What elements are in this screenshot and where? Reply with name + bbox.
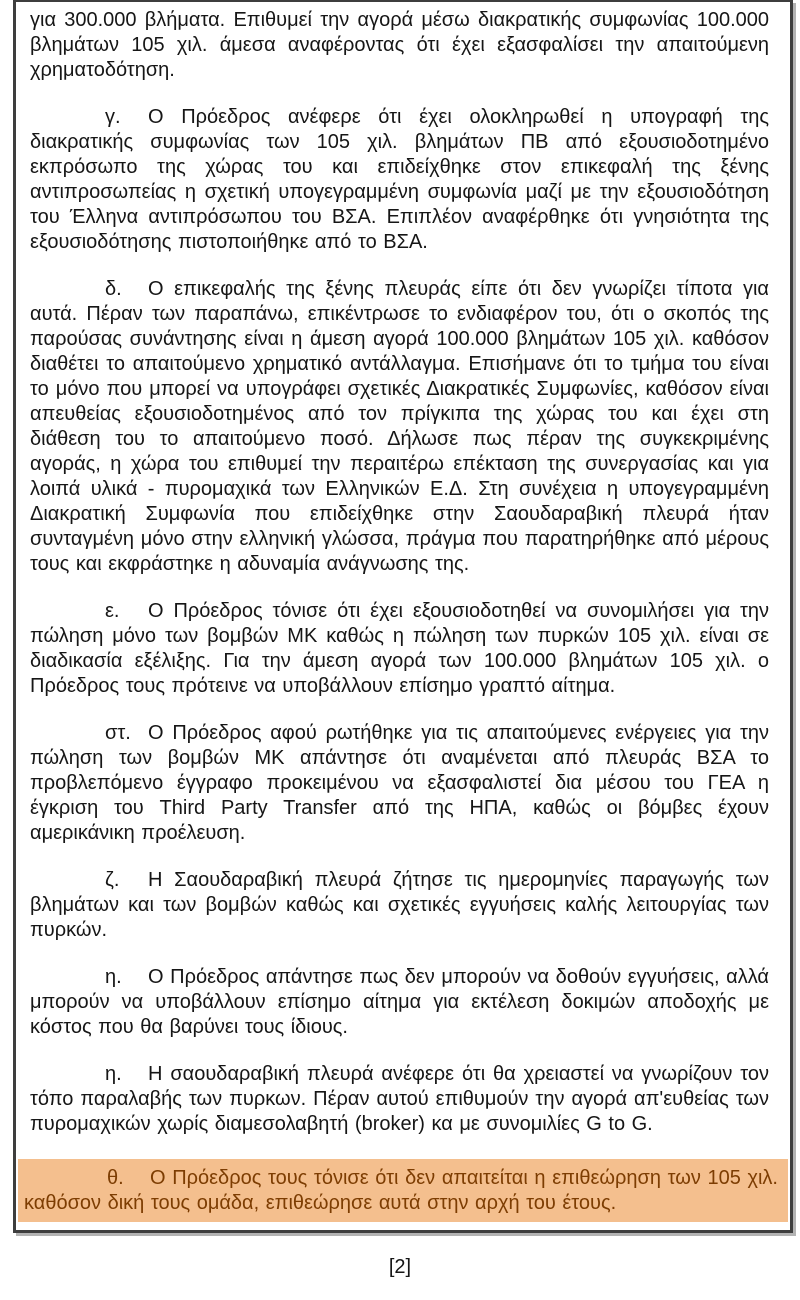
paragraph-zeta: [30, 868, 769, 943]
paragraph-text: Ο Πρόεδρος τους τόνισε ότι δεν απαιτείται η επιθεώρηση των 105 χιλ. καθόσον δική τους ομάδα, επιθεώρησε αυτά στην αρχή του έτους.: [24, 1167, 778, 1214]
paragraph-text: Η Σαουδαραβική πλευρά ζήτησε τις ημερομηνίες παραγωγής των βλημάτων και των βομβών καθώς και σχετικές εγγυήσεις καλής λειτουργίας των πυρκών.: [30, 869, 769, 941]
paragraph-label: ζ.: [105, 869, 120, 891]
paragraph-text: Ο επικεφαλής της ξένης πλευράς είπε ότι δεν γνωρίζει τίποτα για αυτά. Πέραν των παραπάνω, επικέντρωσε το ενδιαφέρον του, ότι ο σκοπός της παρούσας συνάντησης είναι η άμεση αγορά 100.000 βλημάτων 105 χιλ. καθόσον διαθέτει το απαιτούμενο χρηματικό αντάλλαγμα. Επισήμανε ότι το τμήμα του είναι το μόνο που μπορεί να υπογράφει σχετικές Διακρατικές Συμφωνίες, καθόσον είναι απευθείας εξουσιοδοτημένος από τον πρίγκιπα της χώρας του και έχει στη διάθεση του το απαιτούμενο ποσό. Δήλωσε πως πέραν της συγκεκριμένης αγοράς, η χώρα του επιθυμεί την περαιτέρω επέκταση της συνεργασίας και για λοιπά υλικά - πυρομαχικά των Ελληνικών Ε.Δ. Στη συνέχεια η υπογεγραμμένη Διακρατική Συμφωνία που επιδείχθηκε στην Σαουδαραβική πλευρά ήταν συνταγμένη μόνο στην ελληνική γλώσσα, πράγμα που παρατηρήθηκε από μέρους τους και εκφράστηκε η αδυναμία ανάγνωσης της.: [30, 278, 769, 575]
paragraph-label: θ.: [107, 1167, 124, 1189]
document-frame: [13, 0, 793, 1233]
paragraph-gamma: [30, 105, 769, 255]
paragraph-text: Η σαουδαραβική πλευρά ανέφερε ότι θα χρειαστεί να γνωρίζουν τον τόπο παραλαβής των πυρκων. Πέραν αυτού επιθυμούν την αγορά απ'ευθείας των πυρομαχικών χωρίς διαμεσολαβητή (broker) κα με συνομιλίες G to G.: [30, 1063, 769, 1135]
paragraph-continuation: [30, 8, 769, 83]
paragraph-delta: [30, 277, 769, 577]
paragraph-text: Ο Πρόεδρος αφού ρωτήθηκε για τις απαιτούμενες ενέργειες για την πώληση των βομβών ΜΚ απάντησε ότι αναμένεται από πλευράς ΒΣΑ το προβλεπόμενο έγγραφο προκειμένου να εξασφαλιστεί δια μέσου του ΓΕΑ η έγκριση του Third Party Transfer από της ΗΠΑ, καθώς οι βόμβες έχουν αμερικάνικη προέλευση.: [30, 722, 769, 844]
paragraph-text: Ο Πρόεδρος ανέφερε ότι έχει ολοκληρωθεί η υπογραφή της διακρατικής συμφωνίας των 105 χιλ. βλημάτων ΠΒ από εξουσιοδοτημένο εκπρόσωπο της χώρας του και επιδείχθηκε στον επικεφαλή της ξένης αντιπροσωπείας η σχετική υπογεγραμμένη συμφωνία μαζί με την εξουσιοδότηση του Έλληνα αντιπρόσωπου του ΒΣΑ. Επιπλέον αναφέρθηκε ότι γνησιότητα της εξουσιοδότησης πιστοποιήθηκε από το ΒΣΑ.: [30, 106, 769, 253]
paragraph-label: στ.: [105, 722, 131, 744]
paragraph-label: η.: [105, 1063, 122, 1085]
paragraph-text: Ο Πρόεδρος απάντησε πως δεν μπορούν να δοθούν εγγυήσεις, αλλά μπορούν να υποβάλλουν επίσημο αίτημα για εκτέλεση δοκιμών αποδοχής με κόστος που θα βαρύνει τους ίδιους.: [30, 966, 769, 1038]
paragraph-label: γ.: [105, 106, 121, 128]
paragraph-epsilon: [30, 599, 769, 699]
page-number: [2]: [388, 1256, 412, 1278]
paragraph-sigma-tau: [30, 721, 769, 846]
paragraph-label: δ.: [105, 278, 122, 300]
paragraph-text: για 300.000 βλήματα. Επιθυμεί την αγορά μέσω διακρατικής συμφωνίας 100.000 βλημάτων 105 χιλ. άμεσα αναφέροντας ότι έχει εξασφαλίσει την απαιτούμενη χρηματοδότηση.: [30, 9, 769, 81]
paragraph-label: η.: [105, 966, 122, 988]
paragraph-eta-1: [30, 965, 769, 1040]
paragraph-theta-highlighted: [18, 1159, 788, 1222]
paragraph-label: ε.: [105, 600, 120, 622]
paragraph-eta-2: [30, 1062, 769, 1137]
paragraph-text: Ο Πρόεδρος τόνισε ότι έχει εξουσιοδοτηθεί να συνομιλήσει για την πώληση μόνο των βομβών ΜΚ καθώς η πώληση των πυρκών 105 χιλ. είναι σε διαδικασία εξέλιξης. Για την άμεση αγορά των 100.000 βλημάτων 105 χιλ. ο Πρόεδρος τους πρότεινε να υποβάλλουν επίσημο γραπτό αίτημα.: [30, 600, 769, 697]
